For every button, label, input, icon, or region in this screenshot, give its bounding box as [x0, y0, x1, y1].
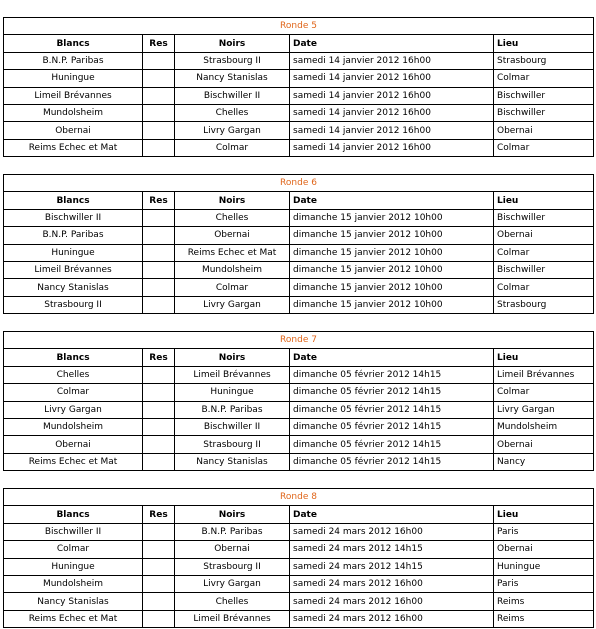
- table-row: [4, 366, 594, 383]
- table-row: [4, 279, 594, 296]
- cell-lieu: Paris: [494, 575, 594, 592]
- cell-blancs: Livry Gargan: [4, 401, 143, 418]
- cell-date: samedi 14 janvier 2012 16h00: [290, 139, 494, 156]
- cell-blancs: B.N.P. Paribas: [4, 52, 143, 69]
- table-row: [4, 436, 594, 453]
- header-row: [4, 349, 594, 366]
- cell-date: dimanche 05 février 2012 14h15: [290, 418, 494, 435]
- column-header-date: Date: [290, 349, 494, 366]
- ronde-title-row: [4, 332, 594, 349]
- cell-lieu: Huningue: [494, 558, 594, 575]
- cell-noirs: B.N.P. Paribas: [175, 523, 290, 540]
- cell-noirs: Strasbourg II: [175, 558, 290, 575]
- column-header-lieu: Lieu: [494, 349, 594, 366]
- cell-res: [143, 139, 175, 156]
- cell-date: dimanche 15 janvier 2012 10h00: [290, 296, 494, 313]
- cell-lieu: Obernai: [494, 541, 594, 558]
- table-row: [4, 261, 594, 278]
- cell-blancs: Reims Echec et Mat: [4, 453, 143, 470]
- cell-res: [143, 244, 175, 261]
- table-row: [4, 70, 594, 87]
- table-row: [4, 558, 594, 575]
- cell-lieu: Livry Gargan: [494, 401, 594, 418]
- header-row: [4, 192, 594, 209]
- table-row: [4, 296, 594, 313]
- cell-date: dimanche 15 janvier 2012 10h00: [290, 227, 494, 244]
- cell-date: samedi 24 mars 2012 14h15: [290, 541, 494, 558]
- table-row: [4, 52, 594, 69]
- column-header-noirs: Noirs: [175, 349, 290, 366]
- table-row: [4, 541, 594, 558]
- cell-noirs: Strasbourg II: [175, 52, 290, 69]
- cell-lieu: Bischwiller: [494, 261, 594, 278]
- cell-blancs: Mundolsheim: [4, 575, 143, 592]
- table-row: [4, 384, 594, 401]
- cell-blancs: Huningue: [4, 558, 143, 575]
- cell-blancs: Obernai: [4, 122, 143, 139]
- cell-noirs: Chelles: [175, 593, 290, 610]
- cell-noirs: Obernai: [175, 227, 290, 244]
- cell-noirs: Livry Gargan: [175, 122, 290, 139]
- table-row: [4, 401, 594, 418]
- cell-res: [143, 575, 175, 592]
- cell-lieu: Bischwiller: [494, 209, 594, 226]
- cell-blancs: Mundolsheim: [4, 418, 143, 435]
- column-header-noirs: Noirs: [175, 192, 290, 209]
- cell-lieu: Reims: [494, 610, 594, 627]
- cell-res: [143, 279, 175, 296]
- cell-lieu: Bischwiller: [494, 87, 594, 104]
- cell-noirs: B.N.P. Paribas: [175, 401, 290, 418]
- table-row: [4, 139, 594, 156]
- cell-blancs: Colmar: [4, 541, 143, 558]
- cell-lieu: Nancy: [494, 453, 594, 470]
- cell-date: samedi 24 mars 2012 16h00: [290, 575, 494, 592]
- cell-lieu: Reims: [494, 593, 594, 610]
- table-row: [4, 453, 594, 470]
- cell-noirs: Colmar: [175, 279, 290, 296]
- table-row: [4, 87, 594, 104]
- table-row: [4, 104, 594, 121]
- cell-noirs: Colmar: [175, 139, 290, 156]
- cell-res: [143, 87, 175, 104]
- cell-blancs: Limeil Brévannes: [4, 261, 143, 278]
- cell-res: [143, 122, 175, 139]
- cell-res: [143, 209, 175, 226]
- cell-lieu: Colmar: [494, 384, 594, 401]
- cell-date: dimanche 15 janvier 2012 10h00: [290, 209, 494, 226]
- table-row: [4, 209, 594, 226]
- column-header-blancs: Blancs: [4, 506, 143, 523]
- cell-res: [143, 453, 175, 470]
- cell-res: [143, 366, 175, 383]
- ronde-table-7: [3, 331, 593, 471]
- cell-date: dimanche 15 janvier 2012 10h00: [290, 261, 494, 278]
- cell-blancs: Reims Echec et Mat: [4, 610, 143, 627]
- cell-date: samedi 14 janvier 2012 16h00: [290, 70, 494, 87]
- cell-lieu: Obernai: [494, 227, 594, 244]
- cell-res: [143, 70, 175, 87]
- table-row: [4, 244, 594, 261]
- cell-noirs: Nancy Stanislas: [175, 453, 290, 470]
- cell-blancs: Reims Echec et Mat: [4, 139, 143, 156]
- cell-res: [143, 418, 175, 435]
- cell-noirs: Limeil Brévannes: [175, 610, 290, 627]
- column-header-noirs: Noirs: [175, 506, 290, 523]
- column-header-lieu: Lieu: [494, 35, 594, 52]
- cell-lieu: Colmar: [494, 70, 594, 87]
- ronde-table: [3, 331, 594, 471]
- cell-date: dimanche 05 février 2012 14h15: [290, 384, 494, 401]
- cell-date: dimanche 15 janvier 2012 10h00: [290, 244, 494, 261]
- cell-res: [143, 227, 175, 244]
- cell-date: dimanche 05 février 2012 14h15: [290, 401, 494, 418]
- ronde-title: Ronde 6: [4, 175, 594, 192]
- cell-lieu: Paris: [494, 523, 594, 540]
- cell-lieu: Mundolsheim: [494, 418, 594, 435]
- cell-noirs: Nancy Stanislas: [175, 70, 290, 87]
- cell-res: [143, 401, 175, 418]
- cell-date: dimanche 05 février 2012 14h15: [290, 453, 494, 470]
- table-row: [4, 523, 594, 540]
- column-header-res: Res: [143, 192, 175, 209]
- cell-blancs: Bischwiller II: [4, 523, 143, 540]
- ronde-table-6: [3, 174, 593, 314]
- header-row: [4, 35, 594, 52]
- table-row: [4, 418, 594, 435]
- cell-lieu: Colmar: [494, 244, 594, 261]
- cell-lieu: Obernai: [494, 436, 594, 453]
- cell-date: samedi 24 mars 2012 16h00: [290, 593, 494, 610]
- cell-res: [143, 436, 175, 453]
- cell-blancs: Colmar: [4, 384, 143, 401]
- ronde-table-8: [3, 488, 593, 628]
- cell-noirs: Mundolsheim: [175, 261, 290, 278]
- cell-noirs: Livry Gargan: [175, 575, 290, 592]
- table-row: [4, 122, 594, 139]
- table-row: [4, 593, 594, 610]
- column-header-date: Date: [290, 192, 494, 209]
- cell-date: samedi 14 janvier 2012 16h00: [290, 122, 494, 139]
- cell-res: [143, 384, 175, 401]
- ronde-table-5: [3, 17, 593, 157]
- ronde-table: [3, 17, 594, 157]
- cell-res: [143, 523, 175, 540]
- cell-blancs: B.N.P. Paribas: [4, 227, 143, 244]
- cell-noirs: Huningue: [175, 384, 290, 401]
- cell-res: [143, 593, 175, 610]
- ronde-table: [3, 174, 594, 314]
- cell-lieu: Strasbourg: [494, 52, 594, 69]
- ronde-title-row: [4, 175, 594, 192]
- cell-res: [143, 296, 175, 313]
- ronde-title: Ronde 5: [4, 18, 594, 35]
- cell-lieu: Limeil Brévannes: [494, 366, 594, 383]
- cell-noirs: Strasbourg II: [175, 436, 290, 453]
- cell-lieu: Strasbourg: [494, 296, 594, 313]
- ronde-table: [3, 488, 594, 628]
- header-row: [4, 506, 594, 523]
- column-header-blancs: Blancs: [4, 192, 143, 209]
- cell-date: samedi 24 mars 2012 16h00: [290, 610, 494, 627]
- cell-res: [143, 610, 175, 627]
- cell-noirs: Obernai: [175, 541, 290, 558]
- column-header-res: Res: [143, 349, 175, 366]
- column-header-date: Date: [290, 35, 494, 52]
- cell-noirs: Limeil Brévannes: [175, 366, 290, 383]
- column-header-date: Date: [290, 506, 494, 523]
- cell-blancs: Nancy Stanislas: [4, 279, 143, 296]
- cell-noirs: Livry Gargan: [175, 296, 290, 313]
- table-row: [4, 610, 594, 627]
- cell-lieu: Bischwiller: [494, 104, 594, 121]
- cell-blancs: Strasbourg II: [4, 296, 143, 313]
- ronde-title: Ronde 8: [4, 489, 594, 506]
- cell-blancs: Huningue: [4, 70, 143, 87]
- cell-noirs: Bischwiller II: [175, 87, 290, 104]
- cell-res: [143, 104, 175, 121]
- column-header-res: Res: [143, 35, 175, 52]
- cell-res: [143, 558, 175, 575]
- column-header-blancs: Blancs: [4, 35, 143, 52]
- cell-blancs: Bischwiller II: [4, 209, 143, 226]
- cell-date: samedi 14 janvier 2012 16h00: [290, 87, 494, 104]
- cell-blancs: Nancy Stanislas: [4, 593, 143, 610]
- cell-res: [143, 52, 175, 69]
- cell-blancs: Chelles: [4, 366, 143, 383]
- cell-date: samedi 24 mars 2012 16h00: [290, 523, 494, 540]
- cell-date: dimanche 05 février 2012 14h15: [290, 366, 494, 383]
- cell-date: dimanche 05 février 2012 14h15: [290, 436, 494, 453]
- cell-date: samedi 24 mars 2012 14h15: [290, 558, 494, 575]
- cell-res: [143, 261, 175, 278]
- table-row: [4, 575, 594, 592]
- cell-res: [143, 541, 175, 558]
- cell-date: samedi 14 janvier 2012 16h00: [290, 104, 494, 121]
- cell-lieu: Colmar: [494, 139, 594, 156]
- cell-date: dimanche 15 janvier 2012 10h00: [290, 279, 494, 296]
- cell-blancs: Mundolsheim: [4, 104, 143, 121]
- cell-noirs: Chelles: [175, 104, 290, 121]
- ronde-title-row: [4, 18, 594, 35]
- cell-lieu: Colmar: [494, 279, 594, 296]
- cell-blancs: Huningue: [4, 244, 143, 261]
- cell-noirs: Chelles: [175, 209, 290, 226]
- column-header-lieu: Lieu: [494, 192, 594, 209]
- cell-blancs: Limeil Brévannes: [4, 87, 143, 104]
- column-header-lieu: Lieu: [494, 506, 594, 523]
- column-header-blancs: Blancs: [4, 349, 143, 366]
- cell-noirs: Bischwiller II: [175, 418, 290, 435]
- ronde-title: Ronde 7: [4, 332, 594, 349]
- column-header-noirs: Noirs: [175, 35, 290, 52]
- column-header-res: Res: [143, 506, 175, 523]
- cell-blancs: Obernai: [4, 436, 143, 453]
- cell-lieu: Obernai: [494, 122, 594, 139]
- cell-noirs: Reims Echec et Mat: [175, 244, 290, 261]
- cell-date: samedi 14 janvier 2012 16h00: [290, 52, 494, 69]
- ronde-title-row: [4, 489, 594, 506]
- table-row: [4, 227, 594, 244]
